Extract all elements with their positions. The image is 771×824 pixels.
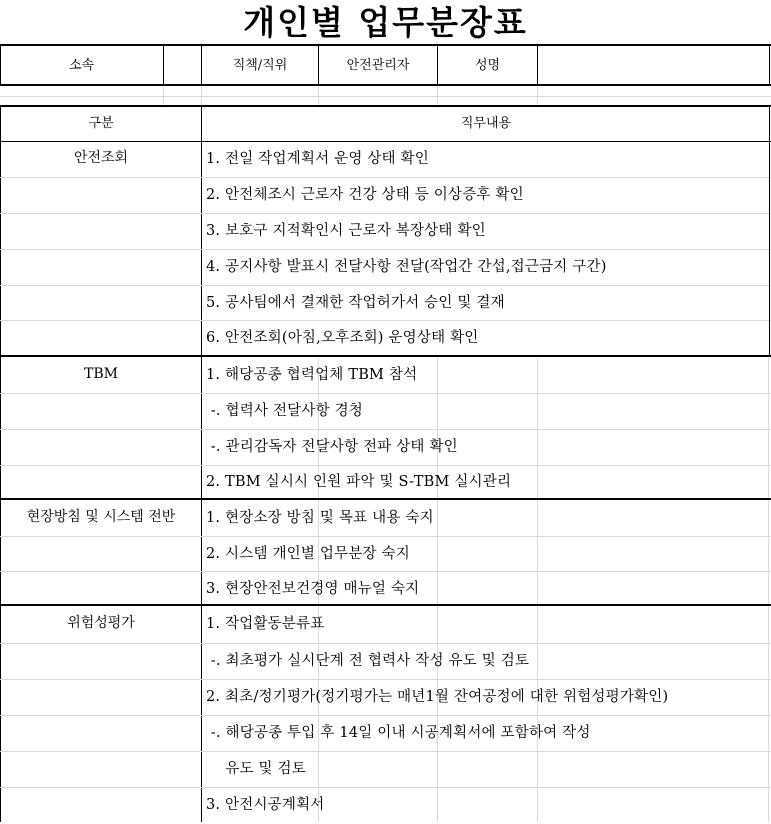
duty-subitem: -. 협력사 전달사항 경청 <box>206 403 364 419</box>
duty-item: 6. 안전조회(아침,오후조회) 운영상태 확인 <box>206 330 479 346</box>
name-value <box>538 48 769 84</box>
affiliation-label: 소속 <box>68 58 95 73</box>
duties-column-header: 직무내용 <box>460 116 512 131</box>
duty-item: 2. 안전체조시 근로자 건강 상태 등 이상증후 확인 <box>206 187 524 203</box>
duty-item: 1. 현장소장 방침 및 목표 내용 숙지 <box>206 510 434 526</box>
duty-subitem-continuation: 유도 및 검토 <box>206 761 306 777</box>
category-tbm: TBM <box>84 366 118 382</box>
category-site-policy-system: 현장방침 및 시스템 전반 <box>26 509 176 525</box>
name-label: 성명 <box>474 58 501 73</box>
duty-item: 3. 보호구 지적확인시 근로자 복장상태 확인 <box>206 223 486 239</box>
header-bottom-border <box>0 84 771 86</box>
duty-item: 1. 전일 작업계획서 운영 상태 확인 <box>206 151 429 167</box>
duty-item: 5. 공사팀에서 결재한 작업허가서 승인 및 결재 <box>206 295 505 311</box>
duty-item: 2. TBM 실시시 인원 파악 및 S-TBM 실시관리 <box>206 474 512 490</box>
position-value: 안전관리자 <box>346 58 410 73</box>
duty-subitem: -. 최초평가 실시단계 전 협력사 작성 유도 및 검토 <box>206 653 530 669</box>
header-top-border <box>0 44 771 46</box>
duty-item: 3. 안전시공계획서 <box>206 797 325 813</box>
affiliation-value <box>164 48 201 84</box>
page-title: 개인별 업무분장표 <box>243 3 528 42</box>
category-column-header: 구분 <box>88 116 114 131</box>
duty-subitem: -. 해당공종 투입 후 14일 이내 시공계획서에 포함하여 작성 <box>206 725 591 741</box>
category-safety-meeting: 안전조회 <box>73 150 129 166</box>
duty-item: 2. 시스템 개인별 업무분장 숙지 <box>206 546 410 562</box>
duty-subitem: -. 관리감독자 전달사항 전파 상태 확인 <box>206 439 458 455</box>
duty-item: 1. 해당공종 협력업체 TBM 참석 <box>206 367 418 383</box>
duty-item: 1. 작업활동분류표 <box>206 616 325 632</box>
duty-item: 4. 공지사항 발표시 전달사항 전달(작업간 간섭,접근금지 구간) <box>206 259 607 275</box>
duty-item: 2. 최초/정기평가(정기평가는 매년1월 잔여공정에 대한 위험성평가확인) <box>206 689 669 705</box>
position-label: 직책/직위 <box>232 58 288 73</box>
category-risk-assessment: 위험성평가 <box>67 615 135 631</box>
duty-item: 3. 현장안전보건경영 매뉴얼 숙지 <box>206 581 420 597</box>
